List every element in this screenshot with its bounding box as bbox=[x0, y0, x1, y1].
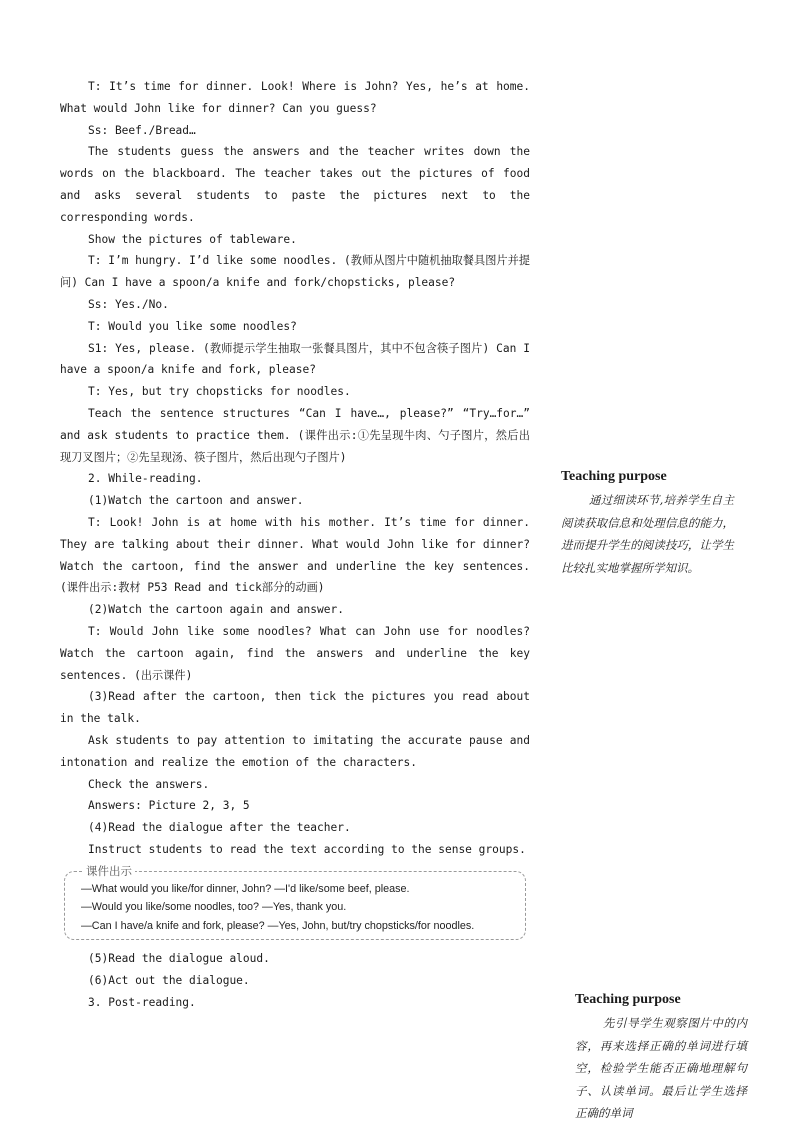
dialogue-line: —Can I have/a knife and fork, please? —Yes, John, but/try chopsticks/for noodles. bbox=[81, 919, 475, 932]
lesson-paragraph: The students guess the answers and the teacher writes down the words on the blackboard. The teacher takes out the pictures of food and asks several students to paste the pictures next to the corresponding words. bbox=[60, 145, 530, 224]
lesson-paragraph: T: Would you like some noodles? bbox=[88, 319, 297, 333]
lesson-paragraph: (2)Watch the cartoon again and answer. bbox=[88, 603, 344, 617]
lesson-paragraph: Show the pictures of tableware. bbox=[88, 232, 297, 246]
lesson-paragraph: (4)Read the dialogue after the teacher. bbox=[88, 821, 351, 835]
lesson-paragraph: Check the answers. bbox=[88, 777, 210, 791]
dialogue-line: —What would you like/for dinner, John? —I'd like/some beef, please. bbox=[81, 882, 410, 895]
teaching-purpose-note-2 bbox=[575, 990, 747, 1125]
note-title: Teaching purpose bbox=[575, 992, 681, 1007]
lesson-paragraph: T: Look! John is at home with his mother. It’s time for dinner. They are talking about their dinner. What would John like for dinner? Watch the cartoon, find the answer and underline the key sentences. (课件出示:教材 P53 Read and tick部分的动画) bbox=[60, 515, 530, 595]
lesson-paragraph: T: Yes, but try chopsticks for noodles. bbox=[88, 385, 351, 399]
lesson-paragraph: (1)Watch the cartoon and answer. bbox=[88, 494, 304, 508]
note-title: Teaching purpose bbox=[561, 469, 667, 484]
lesson-paragraph: (3)Read after the cartoon, then tick the pictures you read about in the talk. bbox=[60, 690, 530, 726]
note-text: 先引导学生观察图片中的内容，再来选择正确的单词进行填空，检验学生能否正确地理解句子、认读单词。最后让学生选择正确的单词 bbox=[575, 1016, 747, 1120]
lesson-paragraph: T: I’m hungry. I’d like some noodles. (教师从图片中随机抽取餐具图片并提问) Can I have a spoon/a knife and fork/chopsticks, please? bbox=[60, 254, 530, 290]
step-act-out: (6)Act out the dialogue. bbox=[88, 973, 250, 987]
step-post-reading: 3. Post-reading. bbox=[88, 995, 196, 1009]
lesson-paragraph: S1: Yes, please. (教师提示学生抽取一张餐具图片，其中不包含筷子图片) Can I have a spoon/a knife and fork, please? bbox=[60, 341, 530, 377]
lesson-paragraph: Ss: Yes./No. bbox=[88, 297, 169, 311]
lesson-body bbox=[60, 76, 530, 1014]
lesson-paragraph: Instruct students to read the text according to the sense groups. bbox=[88, 842, 526, 856]
lesson-paragraph: 2. While-reading. bbox=[88, 472, 203, 486]
lesson-paragraph: Ask students to pay attention to imitating the accurate pause and intonation and realize the emotion of the characters. bbox=[60, 733, 530, 769]
lesson-paragraph: Answers: Picture 2, 3, 5 bbox=[88, 799, 250, 813]
step-read-aloud: (5)Read the dialogue aloud. bbox=[88, 952, 270, 966]
lesson-paragraphs bbox=[60, 76, 530, 861]
note-text: 通过细读环节,培养学生自主阅读获取信息和处理信息的能力，进而提升学生的阅读技巧，让学生比较扎实地掌握所学知识。 bbox=[561, 493, 734, 575]
teaching-purpose-note-1 bbox=[561, 467, 734, 579]
lesson-paragraph: T: Would John like some noodles? What can John use for noodles? Watch the cartoon again, find the answers and underline the key sentences. (出示课件) bbox=[60, 624, 530, 682]
dialogue-line: —Would you like/some noodles, too? —Yes, thank you. bbox=[81, 901, 347, 914]
lesson-paragraph: Teach the sentence structures “Can I have…, please?” “Try…for…” and ask students to practice them. (课件出示:①先呈现牛肉、勺子图片，然后出现刀叉图片；②先呈现汤、筷子图片，然后出现勺子图片) bbox=[60, 406, 530, 464]
lesson-paragraph: T: It’s time for dinner. Look! Where is John? Yes, he’s at home. What would John like for dinner? Can you guess? bbox=[60, 80, 530, 115]
courseware-box-title: 课件出示 bbox=[83, 863, 135, 879]
lesson-paragraph: Ss: Beef./Bread… bbox=[88, 123, 196, 137]
courseware-box bbox=[64, 863, 526, 941]
